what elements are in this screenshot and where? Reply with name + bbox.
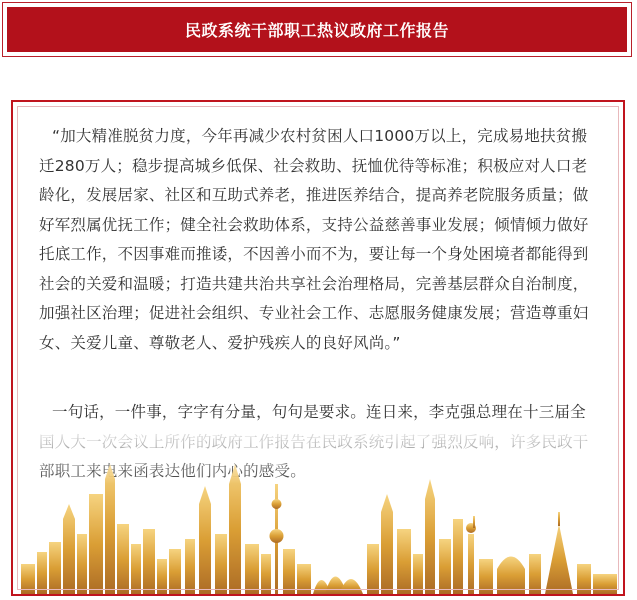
article-paragraph-1: “加大精准脱贫力度，今年再减少农村贫困人口1000万以上，完成易地扶贫搬迁280万人；稳步提高城乡低保、社会救助、抚恤优待等标准；积极应对人口老龄化，发展居家、社区和互助式养老，推进医养结合，提高养老院服务质量；做好军烈属优抚工作；健全社会救助体系，支持公益慈善事业发展；倾情倾力做好托底工作，不因事难而推诿，不因善小而不为，要让每一个身处困境者都能得到社会的关爱和温暖；打造共建共治共享社会治理格局，完善基层群众自治制度，加强社区治理；促进社会组织、专业社会工作、志愿服务健康发展；营造尊重妇女、关爱儿童、尊敬老人、爱护残疾人的良好风尚。” — [39, 127, 589, 352]
city-skyline-illustration — [13, 424, 623, 594]
article-paragraph-2: 一句话，一件事，字字有分量，句句是要求。连日来，李克强总理在十三届全 — [52, 403, 586, 421]
page-title: 民政系统干部职工热议政府工作报告 — [184, 21, 449, 40]
article-frame — [11, 100, 625, 596]
title-banner-fill — [7, 7, 627, 52]
title-banner — [2, 2, 632, 57]
